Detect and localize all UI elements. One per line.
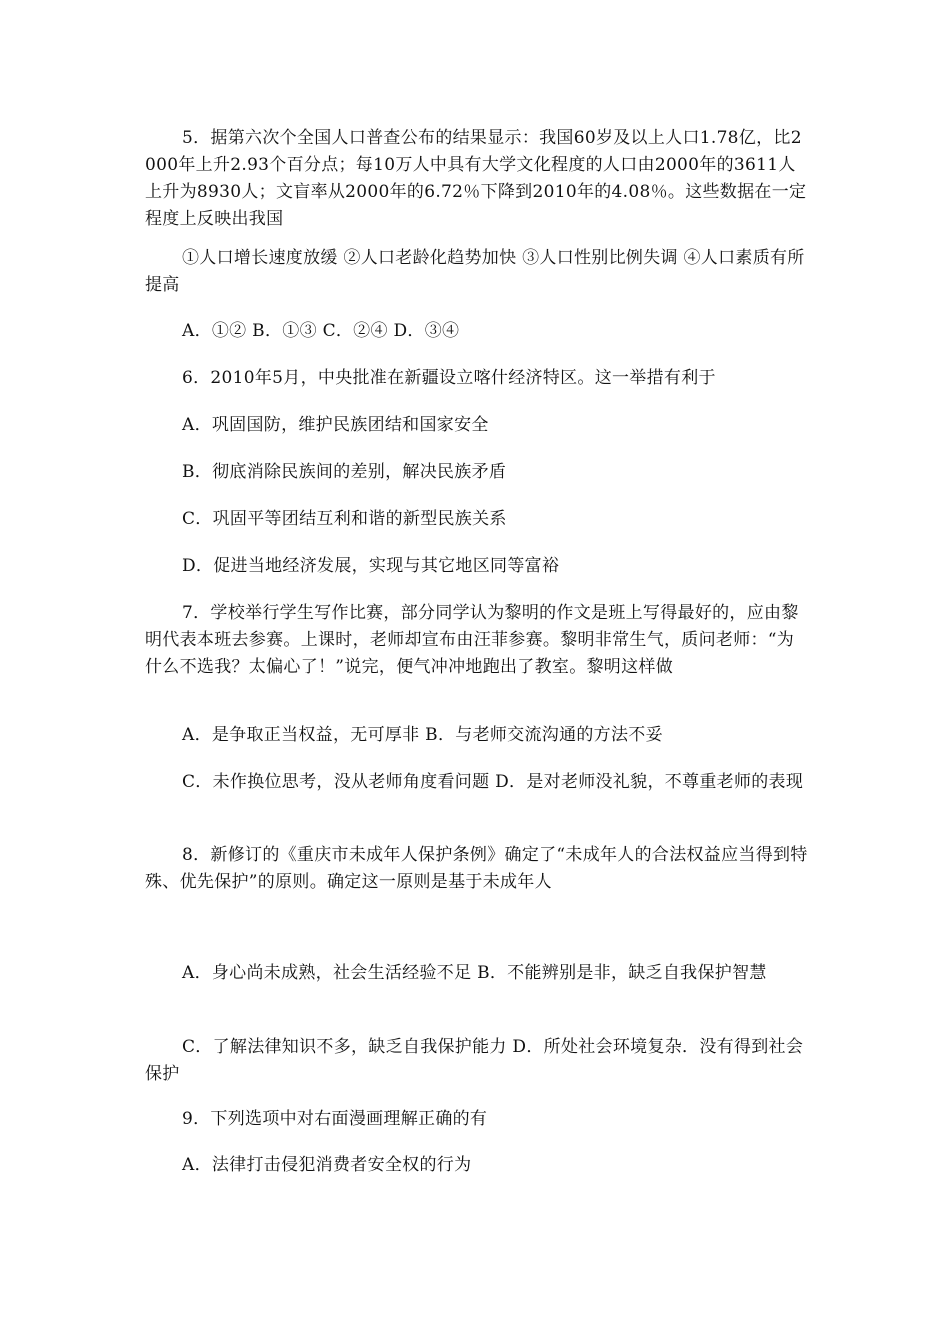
question-5-stem: 5．据第六次个全国人口普查公布的结果显示：我国60岁及以上人口1.78亿，比2000年上升2.93个百分点；每10万人中具有大学文化程度的人口由2000年的3611人上升为8930人；文盲率从2000年的6.72％下降到2010年的4.08％。这些数据在一定程度上反映出我国 <box>145 128 807 229</box>
question-9-stem: 9．下列选项中对右面漫画理解正确的有 <box>182 1109 488 1129</box>
question-8-options-ab: A．身心尚未成熟，社会生活经验不足 B．不能辨别是非，缺乏自我保护智慧 <box>182 963 767 983</box>
question-6-stem: 6．2010年5月，中央批准在新疆设立喀什经济特区。这一举措有利于 <box>182 368 716 388</box>
question-7-stem: 7．学校举行学生写作比赛，部分同学认为黎明的作文是班上写得最好的，应由黎明代表本班去参赛。上课时，老师却宣布由汪菲参赛。黎明非常生气，质问老师：“为什么不选我？太偏心了！”说完，便气冲冲地跑出了教室。黎明这样做 <box>145 603 799 677</box>
question-7-options-ab: A．是争取正当权益，无可厚非 B．与老师交流沟通的方法不妥 <box>182 725 663 745</box>
question-5-options: A．①② B．①③ C．②④ D．③④ <box>182 321 460 341</box>
question-6-option-c: C．巩固平等团结互利和谐的新型民族关系 <box>182 509 507 529</box>
question-6-option-d: D．促进当地经济发展，实现与其它地区同等富裕 <box>182 556 560 576</box>
question-6-option-a: A．巩固国防，维护民族团结和国家安全 <box>182 415 489 435</box>
question-6-option-b: B．彻底消除民族间的差别，解决民族矛盾 <box>182 462 507 482</box>
question-7-options-cd: C．未作换位思考，没从老师角度看问题 D．是对老师没礼貌，不尊重老师的表现 <box>182 772 804 792</box>
question-9-option-a: A．法律打击侵犯消费者安全权的行为 <box>182 1155 472 1175</box>
question-8-options-cd: C．了解法律知识不多，缺乏自我保护能力 D．所处社会环境复杂．没有得到社会保护 <box>145 1037 804 1084</box>
question-8-stem: 8．新修订的《重庆市未成年人保护条例》确定了“未成年人的合法权益应当得到特殊、优先保护”的原则。确定这一原则是基于未成年人 <box>145 845 808 892</box>
question-5-statements: ①人口增长速度放缓 ②人口老龄化趋势加快 ③人口性别比例失调 ④人口素质有所提高 <box>145 248 805 295</box>
